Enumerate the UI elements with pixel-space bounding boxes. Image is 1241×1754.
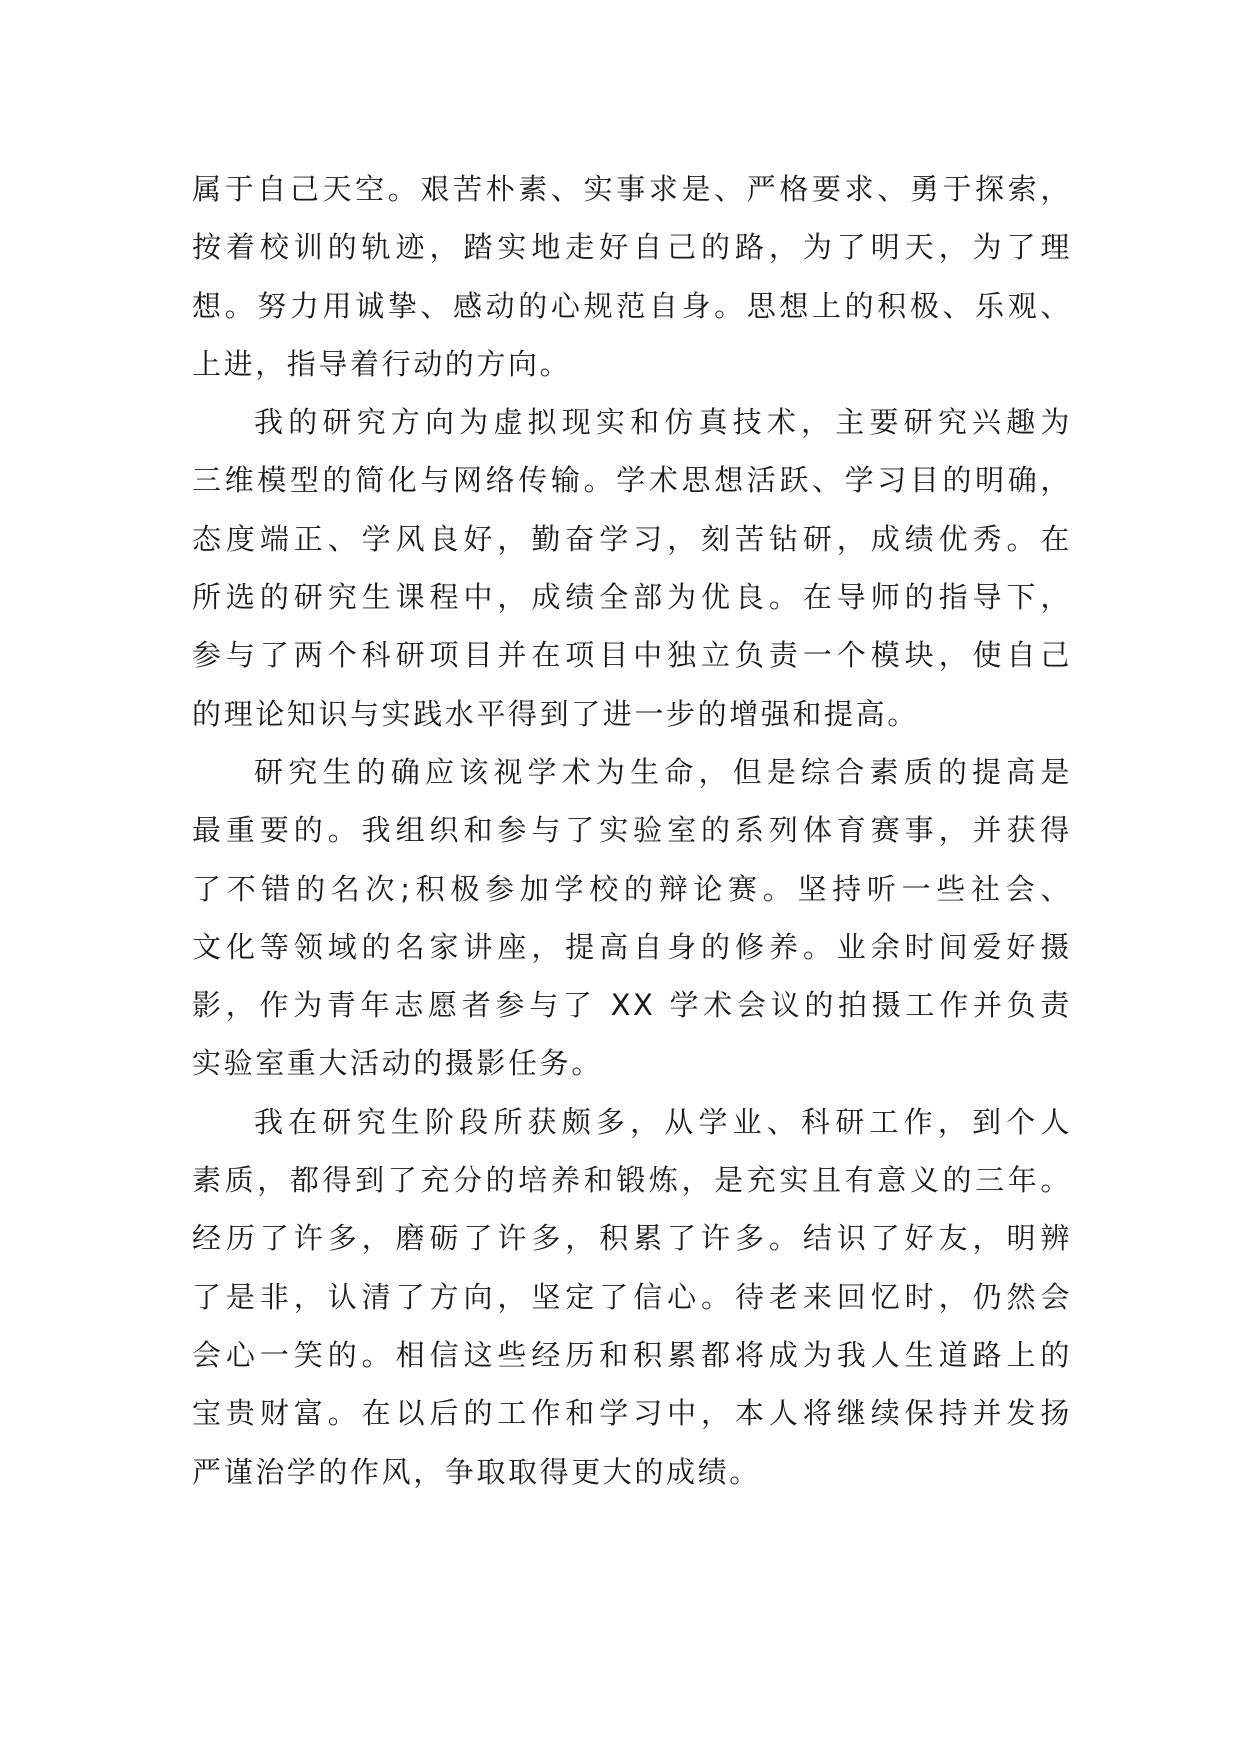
text-line: 的理论知识与实践水平得到了进一步的增强和提高。 bbox=[192, 696, 919, 731]
text-line: 三维模型的简化与网络传输。学术思想活跃、学习目的明确， bbox=[192, 463, 1072, 498]
text-line: 文化等领域的名家讲座，提高自身的修养。业余时间爱好摄 bbox=[192, 929, 1072, 964]
text-line: 了不错的名次;积极参加学校的辩论赛。坚持听一些社会、 bbox=[192, 871, 1072, 906]
text-line: 宝贵财富。在以后的工作和学习中，本人将继续保持并发扬 bbox=[192, 1396, 1072, 1431]
text-line: 经历了许多，磨砺了许多，积累了许多。结识了好友，明辨 bbox=[192, 1221, 1072, 1256]
text-line: 按着校训的轨迹，踏实地走好自己的路，为了明天，为了理 bbox=[192, 230, 1072, 265]
text-line: 实验室重大活动的摄影任务。 bbox=[192, 1046, 603, 1081]
text-line: 我的研究方向为虚拟现实和仿真技术，主要研究兴趣为 bbox=[254, 405, 1072, 440]
paragraph-3 bbox=[192, 743, 1072, 1093]
paragraph-4 bbox=[192, 1093, 1072, 1501]
text-line: 上进，指导着行动的方向。 bbox=[192, 346, 572, 381]
text-line: 研究生的确应该视学术为生命，但是综合素质的提高是 bbox=[254, 754, 1072, 789]
text-line: 参与了两个科研项目并在项目中独立负责一个模块，使自己 bbox=[192, 638, 1072, 673]
text-line: 会心一笑的。相信这些经历和积累都将成为我人生道路上的 bbox=[192, 1337, 1072, 1372]
text-line: 了是非，认清了方向，坚定了信心。待老来回忆时，仍然会 bbox=[192, 1279, 1072, 1314]
text-line: 属于自己天空。艰苦朴素、实事求是、严格要求、勇于探索， bbox=[192, 172, 1072, 206]
document-body bbox=[192, 160, 1072, 1501]
paragraph-1 bbox=[192, 160, 1072, 393]
text-line: 所选的研究生课程中，成绩全部为优良。在导师的指导下， bbox=[192, 580, 1072, 615]
text-line: 我在研究生阶段所获颇多，从学业、科研工作，到个人 bbox=[254, 1104, 1072, 1139]
text-line: 影，作为青年志愿者参与了 XX 学术会议的拍摄工作并负责 bbox=[192, 988, 1072, 1023]
text-line: 素质，都得到了充分的培养和锻炼，是充实且有意义的三年。 bbox=[192, 1163, 1072, 1198]
paragraph-2 bbox=[192, 393, 1072, 743]
text-line: 最重要的。我组织和参与了实验室的系列体育赛事，并获得 bbox=[192, 813, 1072, 848]
text-line: 严谨治学的作风，争取取得更大的成绩。 bbox=[192, 1454, 761, 1489]
text-line: 想。努力用诚挚、感动的心规范自身。思想上的积极、乐观、 bbox=[192, 288, 1072, 323]
text-line: 态度端正、学风良好，勤奋学习，刻苦钻研，成绩优秀。在 bbox=[192, 521, 1072, 556]
